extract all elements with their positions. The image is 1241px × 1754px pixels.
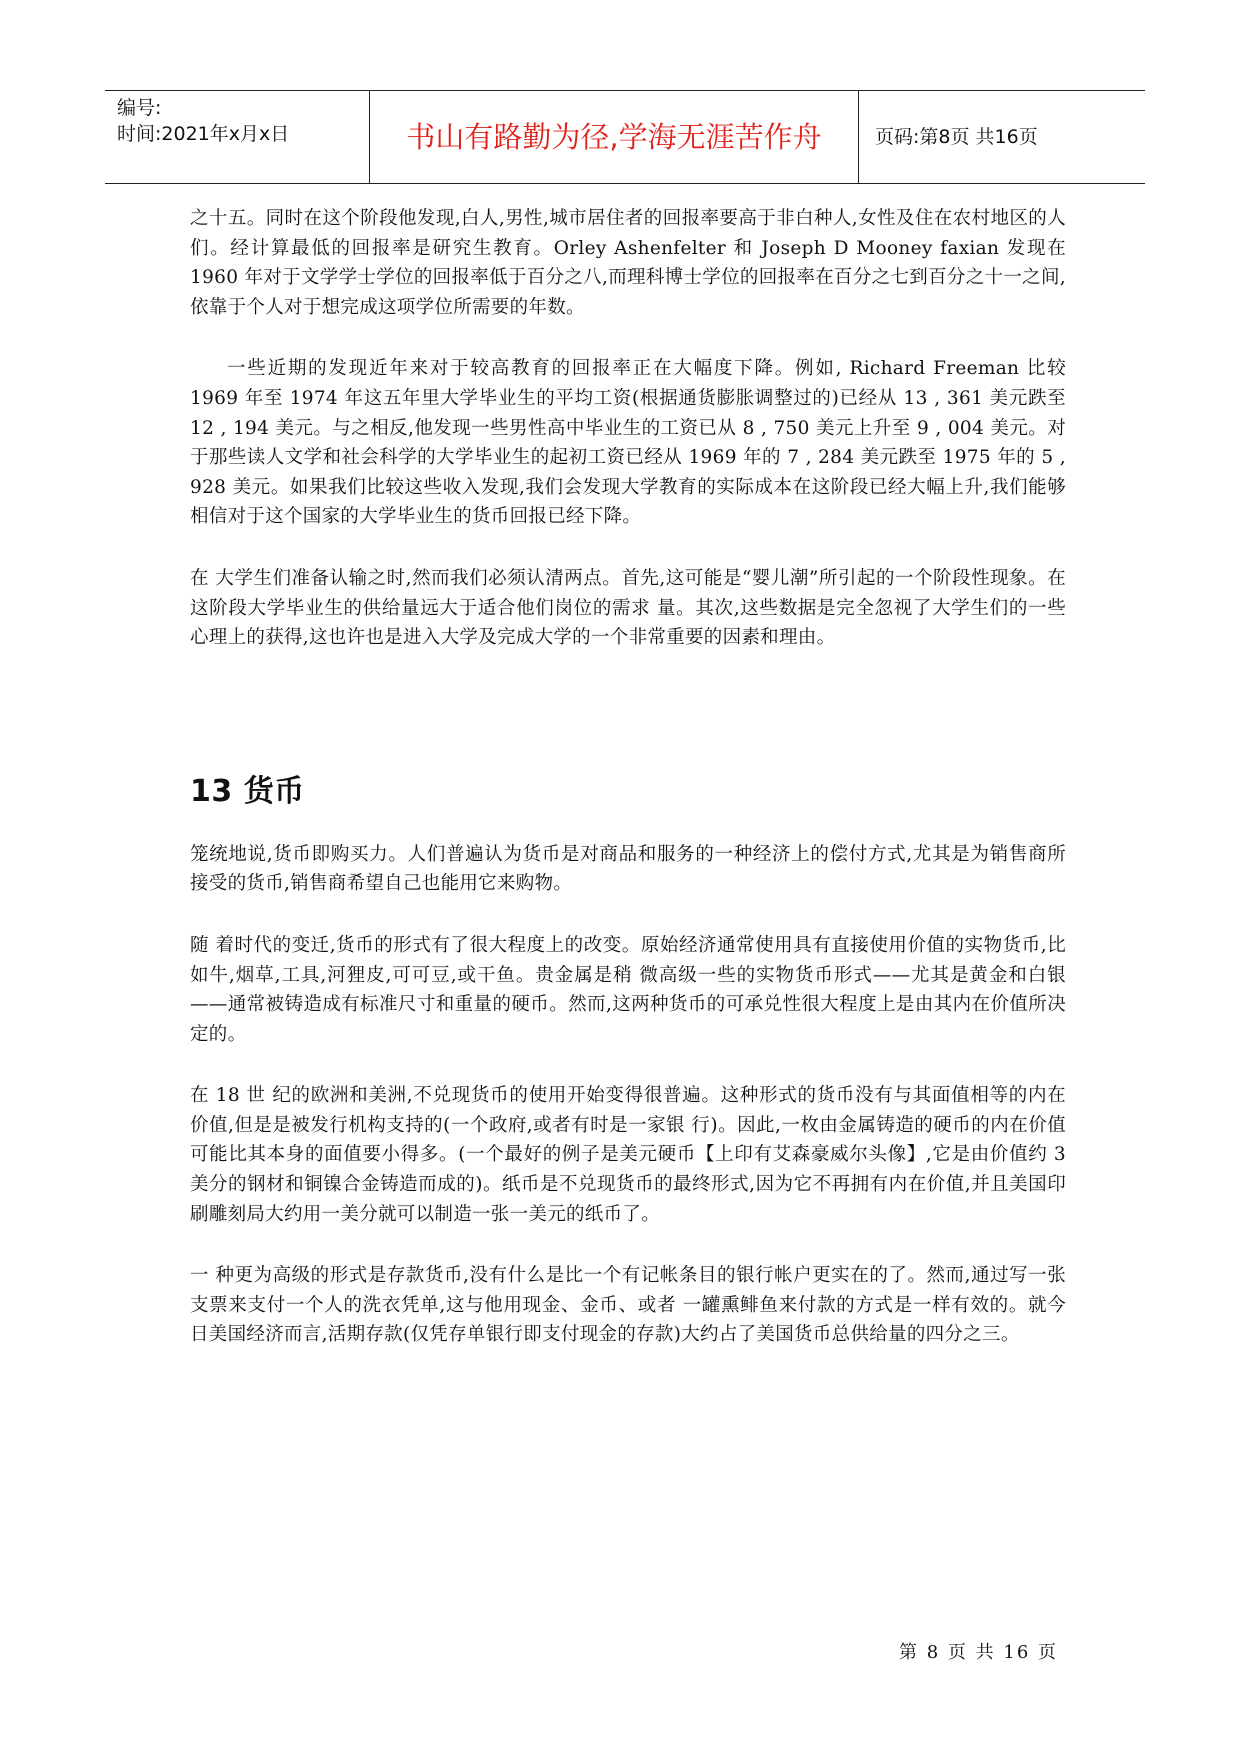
- body-paragraph: 一些近期的发现近年来对于较高教育的回报率正在大幅度下降。例如, Richard Freeman 比较 1969 年至 1974 年这五年里大学毕业生的平均工资(根据通货膨胀调整过的)已经从 13 , 361 美元跌至 12 , 194 美元。与之相反,他发现一些男性高中毕业生的工资已从 8 , 750 美元上升至 9 , 004 美元。对于那些读人文学和社会科学的大学毕业生的起初工资已经从 1969 年的 7 , 284 美元跌至 1975 年的 5 , 928 美元。如果我们比较这些收入发现,我们会发现大学教育的实际成本在这阶段已经大幅上升,我们能够相信对于这个国家的大学毕业生的货币回报已经下降。: [190, 358, 1066, 528]
- header-divider-right: [858, 91, 859, 183]
- page-footer: 第 8 页 共 16 页: [899, 1642, 1058, 1663]
- body-paragraph: 一 种更为高级的形式是存款货币,没有什么是比一个有记帐条目的银行帐户更实在的了。然而,通过写一张支票来支付一个人的洗衣凭单,这与他用现金、金币、或者 一罐熏鲱鱼来付款的方式是一样有效的。就今日美国经济而言,活期存款(仅凭存单银行即支付现金的存款)大约占了美国货币总供给量的四分之三。: [190, 1265, 1066, 1346]
- header-page-info: 页码:第8页 共16页: [875, 126, 1038, 148]
- body-paragraph: 随 着时代的变迁,货币的形式有了很大程度上的改变。原始经济通常使用具有直接使用价值的实物货币,比如牛,烟草,工具,河狸皮,可可豆,或干鱼。贵金属是稍 微高级一些的实物货币形式——尤其是黄金和白银——通常被铸造成有标准尺寸和重量的硬币。然而,这两种货币的可承兑性很大程度上是由其内在价值所决定的。: [190, 934, 1066, 1045]
- header-motto: 书山有路勤为径,学海无涯苦作舟: [406, 120, 822, 154]
- body-paragraph: 在 18 世 纪的欧洲和美洲,不兑现货币的使用开始变得很普遍。这种形式的货币没有与其面值相等的内在价值,但是是被发行机构支持的(一个政府,或者有时是一家银 行)。因此,一枚由金属铸造的硬币的内在价值可能比其本身的面值要小得多。(一个最好的例子是美元硬币【上印有艾森豪威尔头像】,它是由价值约 3 美分的钢材和铜镍合金铸造而成的)。纸币是不兑现货币的最终形式,因为它不再拥有内在价值,并且美国印刷雕刻局大约用一美分就可以制造一张一美元的纸币了。: [190, 1085, 1066, 1225]
- header-divider-left: [369, 91, 370, 183]
- body-paragraph: 在 大学生们准备认输之时,然而我们必须认清两点。首先,这可能是“婴儿潮”所引起的一个阶段性现象。在这阶段大学毕业生的供给量远大于适合他们岗位的需求 量。其次,这些数据是完全忽视了大学生们的一些心理上的获得,这也许也是进入大学及完成大学的一个非常重要的因素和理由。: [190, 567, 1066, 649]
- header-time-label: 时间:2021年x月x日: [117, 123, 290, 145]
- body-paragraph: 笼统地说,货币即购买力。人们普遍认为货币是对商品和服务的一种经济上的偿付方式,尤其是为销售商所接受的货币,销售商希望自己也能用它来购物。: [190, 843, 1066, 895]
- document-body: [190, 204, 1066, 1382]
- header-number-label: 编号:: [117, 97, 162, 119]
- section-heading: 13 货币: [190, 773, 305, 809]
- page-header: [105, 90, 1145, 184]
- body-paragraph-continued: 之十五。同时在这个阶段他发现,白人,男性,城市居住者的回报率要高于非白种人,女性及住在农村地区的人们。经计算最低的回报率是研究生教育。Orley Ashenfelter 和 Joseph D Mooney faxian 发现在 1960 年对于文学学士学位的回报率低于百分之八,而理科博士学位的回报率在百分之七到百分之十一之间,依靠于个人对于想完成这项学位所需要的年数。: [190, 208, 1066, 318]
- header-meta: [117, 95, 367, 147]
